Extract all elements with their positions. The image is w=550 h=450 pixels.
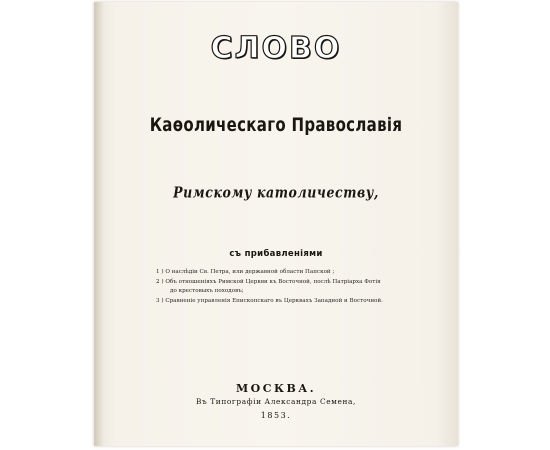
appendix-item bbox=[156, 268, 446, 278]
appendix-list bbox=[156, 268, 446, 306]
appendix-item bbox=[156, 297, 446, 307]
appendix-text: до крестовыхъ походовъ; bbox=[170, 288, 244, 295]
appendix-number: 2 ) bbox=[156, 278, 164, 285]
book-subtitle: Каѳолическаго Православія bbox=[149, 113, 403, 136]
appendix-text: О наслѣдіи Св. Петра, или державной области Папской ; bbox=[165, 269, 335, 275]
appendix-text: Сравненіе управленія Епископскаго въ Церквахъ Западной и Восточной. bbox=[165, 297, 383, 304]
appendix-item-continuation bbox=[156, 287, 446, 297]
book-title-page bbox=[94, 2, 458, 446]
imprint-city: МОСКВА. bbox=[235, 382, 317, 395]
additions-heading: съ прибавленіями bbox=[229, 249, 323, 259]
appendix-item bbox=[156, 278, 446, 288]
appendix-text: Объ отношеніяхъ Римской Церкви къ Восточной, послѣ Патріарха Фотія bbox=[165, 278, 381, 285]
book-dedication: Римскому католичеству, bbox=[173, 183, 379, 202]
imprint-printer: Въ Типографіи Александра Семена, bbox=[196, 397, 356, 406]
imprint-year: 1853. bbox=[260, 411, 292, 420]
book-title: СЛОВО bbox=[210, 31, 342, 66]
appendix-number: 3 ) bbox=[156, 297, 164, 304]
appendix-number: 1 ) bbox=[156, 269, 164, 275]
